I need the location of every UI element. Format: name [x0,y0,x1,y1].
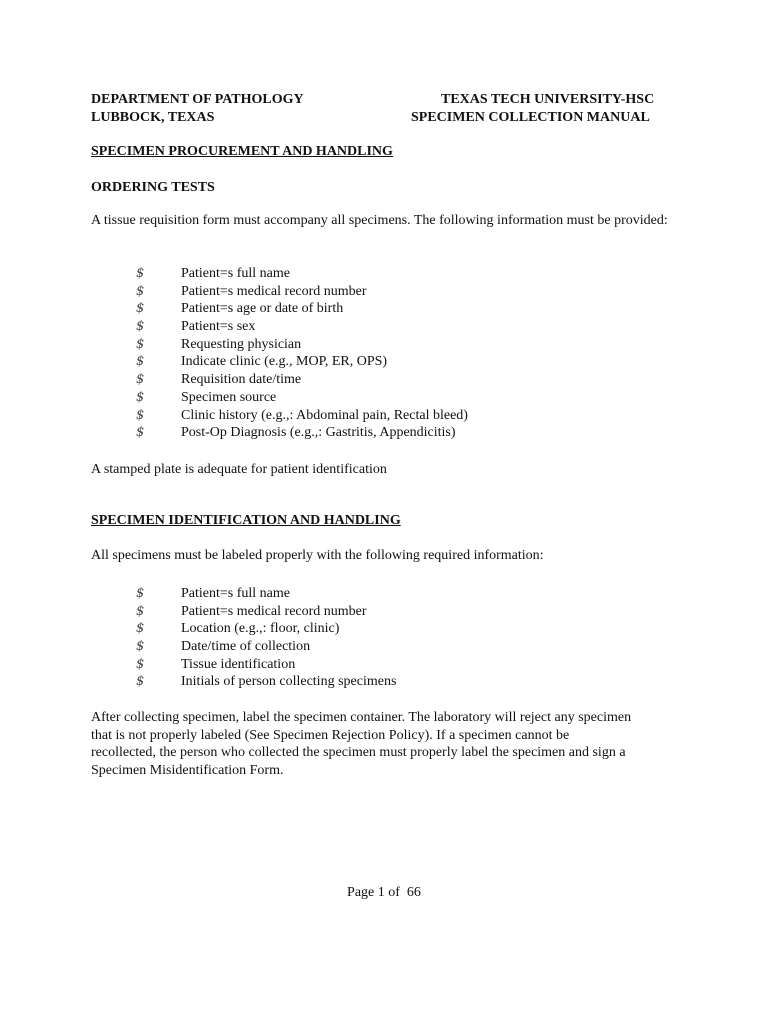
list-item: $ Location (e.g.,: floor, clinic) [136,621,340,637]
list-item: $ Indicate clinic (e.g., MOP, ER, OPS) [136,354,388,370]
list-item: $ Requesting physician [136,336,302,352]
section-title-identification: SPECIMEN IDENTIFICATION AND HANDLING [91,513,401,528]
bullet-symbol: $ [136,389,145,405]
bullet-symbol: $ [136,656,145,672]
bullet-symbol: $ [136,425,145,441]
list-item: $ Patient=s age or date of birth [136,301,344,317]
list-item: $ Patient=s full name [136,266,290,281]
list-item: $ Patient=s medical record number [136,283,367,299]
header-institution: TEXAS TECH UNIVERSITY-HSC [441,92,655,107]
requisition-info-list [91,265,691,442]
bullet-symbol: $ [136,603,145,619]
labeling-intro-paragraph: All specimens must be labeled properly with the following required information: [91,548,544,563]
list-item: $ Initials of person collecting specimens [136,674,397,690]
ordering-intro-paragraph: A tissue requisition form must accompany all specimens. The following information must be provided: [91,213,668,228]
subsection-title-ordering-tests: ORDERING TESTS [91,180,215,195]
header-location: LUBBOCK, TEXAS [91,110,215,125]
list-item: $ Post-Op Diagnosis (e.g.,: Gastritis, Appendicitis) [136,425,456,441]
section-title-procurement: SPECIMEN PROCUREMENT AND HANDLING [91,144,393,159]
list-item: $ Date/time of collection [136,639,311,655]
bullet-symbol: $ [136,372,145,388]
bullet-symbol: $ [136,319,145,335]
list-item: $ Requisition date/time [136,372,302,388]
bullet-symbol: $ [136,407,145,423]
list-item: $ Clinic history (e.g.,: Abdominal pain, Rectal bleed) [136,407,468,423]
bullet-symbol: $ [136,336,145,352]
list-item: $ Patient=s sex [136,319,256,335]
bullet-symbol: $ [136,354,145,370]
bullet-symbol: $ [136,674,145,690]
bullet-symbol: $ [136,266,145,281]
bullet-symbol: $ [136,621,145,637]
bullet-symbol: $ [136,639,145,655]
bullet-symbol: $ [136,301,145,317]
patient-identification-note: A stamped plate is adequate for patient identification [91,462,387,477]
list-item: $ Tissue identification [136,656,296,672]
label-info-list [91,585,691,691]
rejection-policy-paragraph: After collecting specimen, label the specimen container. The laboratory will reject any specimen that is not properly labeled (See Specimen Rejection Policy). If a specimen cannot be recollected, the person who collected the specimen must properly label the specimen and sign a Specimen Misidentification Form. [91,710,632,779]
bullet-symbol: $ [136,283,145,299]
list-item: $ Specimen source [136,389,277,405]
page-number: Page 1 of 66 [347,885,421,900]
list-item: $ Patient=s full name [136,586,290,601]
header-department: DEPARTMENT OF PATHOLOGY [91,92,304,107]
list-item: $ Patient=s medical record number [136,603,367,619]
header-manual-title: SPECIMEN COLLECTION MANUAL [411,110,650,125]
bullet-symbol: $ [136,586,145,601]
